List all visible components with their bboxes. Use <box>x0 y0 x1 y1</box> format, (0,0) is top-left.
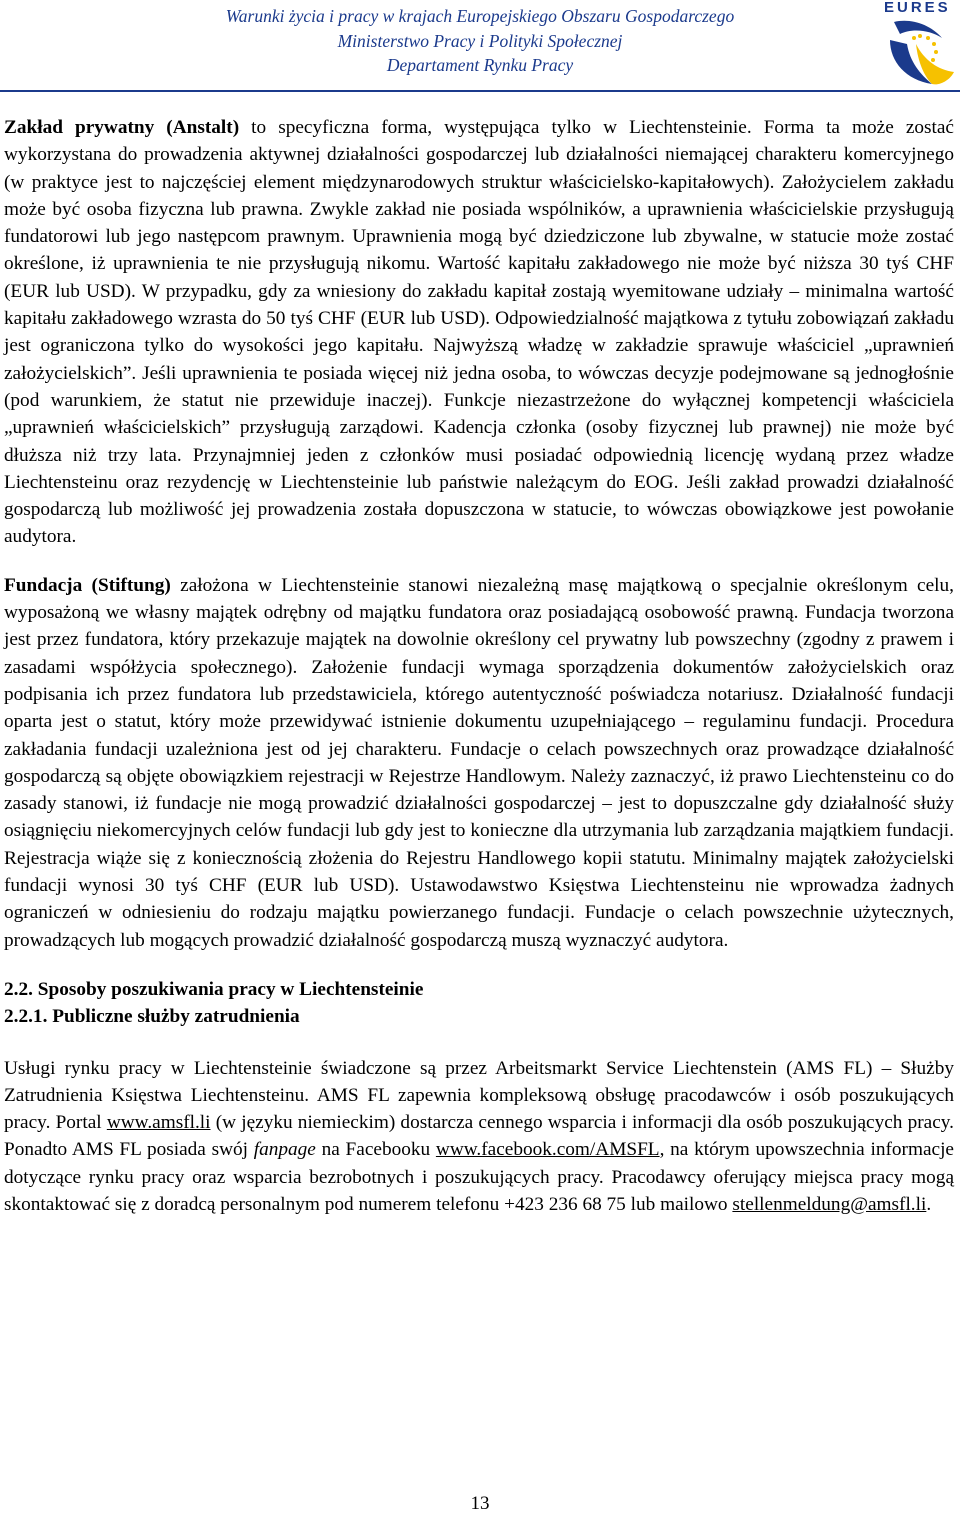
paragraph-stiftung-text: założona w Liechtensteinie stanowi niezależną masę majątkową o specjalnie określonym celu, wyposażoną we własny majątek odrębny od majątku fundatora oraz posiadającą osobowość prawną. Fundacja tworzona jest przez fundatora, który przekazuje majątek na dowolnie określony cel prywatny lub powszechny (zgodny z prawem i zasadami współżycia społecznego). Założenie fundacji wymaga sporządzenia dokumentów założycielskich oraz podpisania ich przez fundatora lub przedstawiciela, którego autentyczność poświadcza notariusz. Działalność fundacji oparta jest o statut, który może przewidywać istnienie dokumentu uzupełniającego – regulaminu fundacji. Procedura zakładania fundacji uzależniona jest od jej charakteru. Fundacje o celach powszechnych oraz prowadzące działalność gospodarczą są objęte obowiązkiem rejestracji w Rejestrze Handlowym. Należy zaznaczyć, iż prawo Liechtensteinu co do zasady stanowi, iż fundacje nie mogą prowadzić działalności gospodarczej – jest to dopuszczalne gdy działalność służy osiągnięciu niekomercyjnych celów fundacji lub gdy jest to konieczne dla utrzymania lub zarządzania majątkiem fundacji. Rejestracja wiąże się z koniecznością złożenia do Rejestru Handlowego kopii statutu. Minimalny majątek założycielski fundacji wynosi 30 tyś CHF (EUR lub USD). Ustawodawstwo Księstwa Liechtensteinu nie wprowadza żadnych ograniczeń w odniesieniu do rodzaju majątku powierzanego fundacji. Fundacje o celach powszechnie użytecznych, prowadzących lub mogących prowadzić działalność gospodarczą muszą wyznaczyć audytora. <box>4 574 954 951</box>
subsection-heading: 2.2.1. Publiczne służby zatrudnienia <box>4 1006 300 1028</box>
email-link[interactable]: stellenmeldung@amsfl.li <box>732 1193 927 1215</box>
header-line-1: Warunki życia i pracy w krajach Europejskiego Obszaru Gospodarczego <box>225 6 735 26</box>
term-stiftung: Fundacja (Stiftung) <box>4 574 171 596</box>
header-text <box>110 4 850 78</box>
amsfl-link[interactable]: www.amsfl.li <box>106 1112 211 1134</box>
page-header <box>0 0 960 92</box>
fanpage-term: fanpage <box>253 1139 316 1161</box>
facebook-link[interactable]: www.facebook.com/AMSFL <box>435 1139 660 1161</box>
paragraph-stiftung <box>4 572 954 954</box>
eures-logo <box>880 0 958 88</box>
services-text-1: Usługi rynku pracy w Liechtensteinie świadczone są przez Arbeitsmarkt Service Liechtenstein (AMS FL) – Służby Zatrudnienia Księstwa Liechtensteinu. AMS FL zapewnia kompleksową obsługę pracodawców i osób poszukujących pracy. Portal <box>4 1057 954 1134</box>
document-body <box>4 114 954 1218</box>
paragraph-anstalt-text: to specyficzna forma, występująca tylko w Liechtensteinie. Forma ta może zostać wykorzystana do prowadzenia aktywnej działalności gospodarczej lub działalności niemającej charakteru komercyjnego (w praktyce jest to najczęściej element międzynarodowych struktur właścicielsko-kapitałowych). Założycielem zakładu może być osoba fizyczna lub prawna. Zwykle zakład nie posiada wspólników, a uprawnienia właścicielskie przysługują fundatorowi lub jego następcom prawnym. Uprawnienia mogą być dziedziczone lub zbywalne, w statucie może zostać określone, iż uprawnienia te nie przysługują nikomu. Wartość kapitału zakładowego nie może być niższa 30 tyś CHF (EUR lub USD). W przypadku, gdy za wniesiony do zakładu kapitał zostają wyemitowane udziały – minimalna wartość kapitału zakładowego wzrasta do 50 tyś CHF (EUR lub USD). Odpowiedzialność majątkowa z tytułu zobowiązań zakładu jest ograniczona tylko do wysokości jego kapitału. Najwyższą władzę w zakładzie sprawuje właściciel „uprawnień założycielskich”. Jeśli uprawnienia te posiada więcej niż jedna osoba, to wówczas decyzje podejmowane są jednogłośnie (pod warunkiem, że statut nie przewiduje inaczej). Funkcje niezastrzeżone do wyłącznej kompetencji właściciela „uprawnień właścicielskich” przysługują zarządowi. Kadencja członka (osoby fizycznej lub prawnej) nie może być dłuższa niż trzy lata. Przynajmniej jeden z członków musi posiadać odpowiednią licencję wydaną przez władze Liechtensteinu oraz rezydencję w Liechtensteinie lub państwie należącym do EOG. Jeśli zakład prowadzi działalność gospodarczą lub możliwość jej prowadzenia została dopuszczona w statucie, to wówczas obowiązkowe jest powołanie audytora. <box>4 117 954 548</box>
services-text-3: na Facebooku <box>315 1139 436 1161</box>
header-divider <box>0 90 960 92</box>
services-text-2: (w języku niemieckim) dostarcza cennego wsparcia i informacji dla osób poszukujących pracy. Ponadto AMS FL posiada swój <box>4 1112 955 1161</box>
term-anstalt: Zakład prywatny (Anstalt) <box>4 117 240 138</box>
header-line-2: Ministerstwo Pracy i Polityki Społecznej <box>337 30 623 51</box>
page-number: 13 <box>470 1493 490 1514</box>
eures-logo-text: EURES <box>884 0 951 16</box>
paragraph-anstalt <box>4 114 954 551</box>
section-headings <box>4 976 954 1031</box>
section-heading: 2.2. Sposoby poszukiwania pracy w Liechtensteinie <box>4 978 424 1000</box>
paragraph-services <box>4 1055 954 1219</box>
services-text-5: . <box>926 1193 932 1215</box>
header-line-3: Departament Rynku Pracy <box>386 55 574 75</box>
services-text-4: , na którym upowszechnia informacje dotyczące rynku pracy oraz wsparcia bezrobotnych i poszukujących pracy. Pracodawcy oferujący miejsca pracy mogą skontaktować się z doradcą personalnym pod numerem telefonu +423 236 68 75 lub mailowo <box>4 1139 954 1215</box>
